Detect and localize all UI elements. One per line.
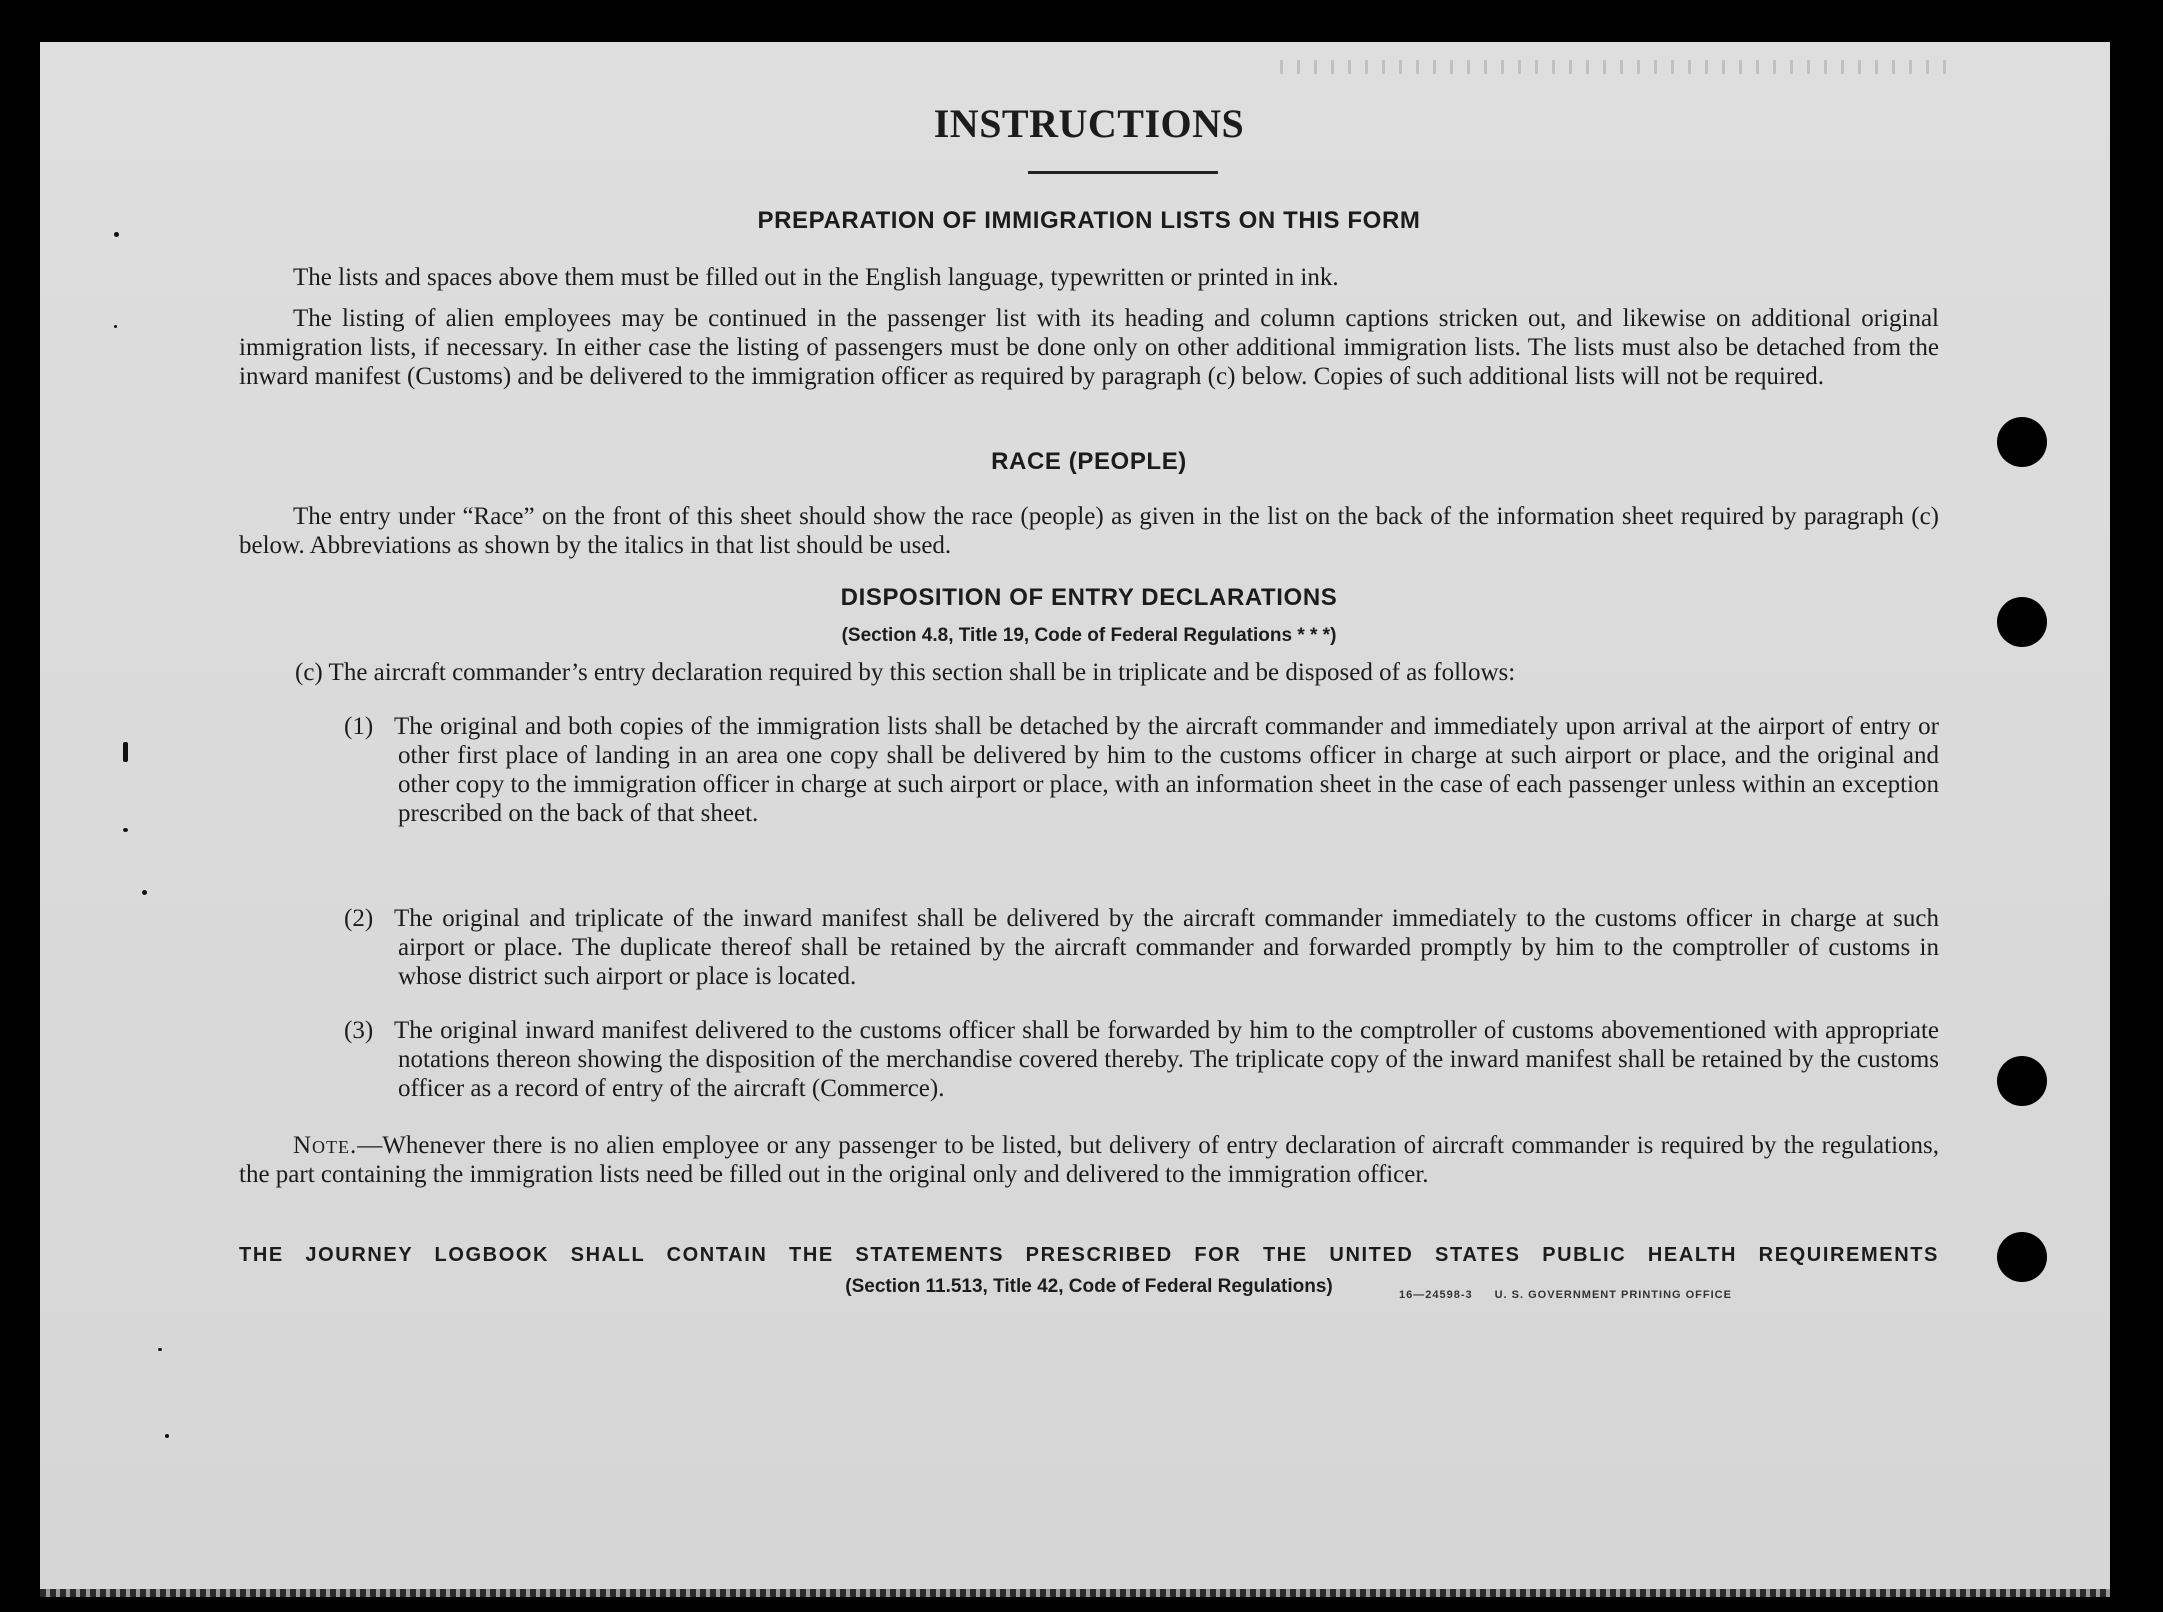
scan-speck [123,742,128,762]
note-label: Note. [293,1132,358,1159]
race-heading: RACE (PEOPLE) [991,448,1187,475]
scan-speck [165,1434,169,1438]
item-number: (1) [344,713,374,740]
clause-c: (c) The aircraft commander’s entry declaration required by this section shall be in triplicate and be disposed of as follows: [295,659,1516,686]
scan-speck [158,1348,162,1351]
printer-name: U. S. GOVERNMENT PRINTING OFFICE [1494,1289,1732,1301]
printing-imprint [1399,1289,1754,1301]
punch-hole [1997,417,2047,467]
disposition-item-3 [344,1016,1939,1103]
punch-hole [1997,597,2047,647]
item-text: The original and triplicate of the inward manifest shall be delivered by the aircraft commander immediately to the customs officer in charge at such airport or place. The duplicate thereof shall be retained by the aircraft commander and forwarded promptly by him to the comptroller of customs in whose district such airport or place is located. [394,905,1939,990]
item-text: The original and both copies of the immigration lists shall be detached by the aircraft commander and immediately upon arrival at the airport of entry or other first place of landing in an area one copy shall be delivered by him to the customs officer in charge at such airport or place, and the original and other copy to the immigration officer in charge at such airport or place, with an information sheet in the case of each passenger unless within an exception prescribed on the back of that sheet. [394,713,1939,827]
title-underline [1028,171,1218,174]
sheet-edge [40,1589,2110,1597]
item-number: (3) [344,1017,374,1044]
disposition-item-1 [344,712,1939,828]
document-sheet [40,42,2110,1597]
form-number: 16—24598-3 [1399,1289,1473,1301]
preparation-heading: PREPARATION OF IMMIGRATION LISTS ON THIS FORM [757,207,1421,234]
race-paragraph: The entry under “Race” on the front of this sheet should show the race (people) as given in the list on the back of the information sheet required by paragraph (c) below. Abbreviations as shown by the italics in that list should be used. [239,503,1939,559]
disposition-heading: DISPOSITION OF ENTRY DECLARATIONS [840,584,1338,611]
health-requirements-subheading: (Section 11.513, Title 42, Code of Federal Regulations) [845,1276,1333,1297]
scan-speck [114,232,119,237]
disposition-item-2 [344,904,1939,991]
note-text: —Whenever there is no alien employee or any passenger to be listed, but delivery of entry declaration of aircraft commander is required by the regulations, the part containing the immigration lists need be filled out in the original only and delivered to the immigration officer. [239,1132,1939,1188]
scan-speck [123,828,128,832]
item-number: (2) [344,905,374,932]
page-title: INSTRUCTIONS [933,101,1245,146]
preparation-paragraph-2: The listing of alien employees may be continued in the passenger list with its heading and column captions stricken out, and likewise on additional original immigration lists, if necessary. In either case the listing of passengers must be done only on other additional immigration lists. The lists must also be detached from the inward manifest (Customs) and be delivered to the immigration officer as required by paragraph (c) below. Copies of such additional lists will not be required. [239,305,1939,390]
note-paragraph [239,1131,1939,1189]
scan-artifact [1280,60,1960,74]
punch-hole [1997,1056,2047,1106]
item-text: The original inward manifest delivered to the customs officer shall be forwarded by him to the comptroller of customs abovementioned with appropriate notations thereon showing the disposition of the merchandise covered thereby. The triplicate copy of the inward manifest shall be retained by the customs officer as a record of entry of the aircraft (Commerce). [394,1017,1939,1102]
punch-hole [1997,1232,2047,1282]
scan-speck [114,325,117,328]
disposition-subheading: (Section 4.8, Title 19, Code of Federal Regulations * * *) [841,625,1337,646]
scan-speck [142,890,147,895]
preparation-paragraph-1: The lists and spaces above them must be filled out in the English language, typewritten or printed in ink. [293,264,1339,291]
health-requirements-heading: THE JOURNEY LOGBOOK SHALL CONTAIN THE STATEMENTS PRESCRIBED FOR THE UNITED STATES PUBLIC HEALTH REQUIREMENTS [239,1244,1939,1266]
